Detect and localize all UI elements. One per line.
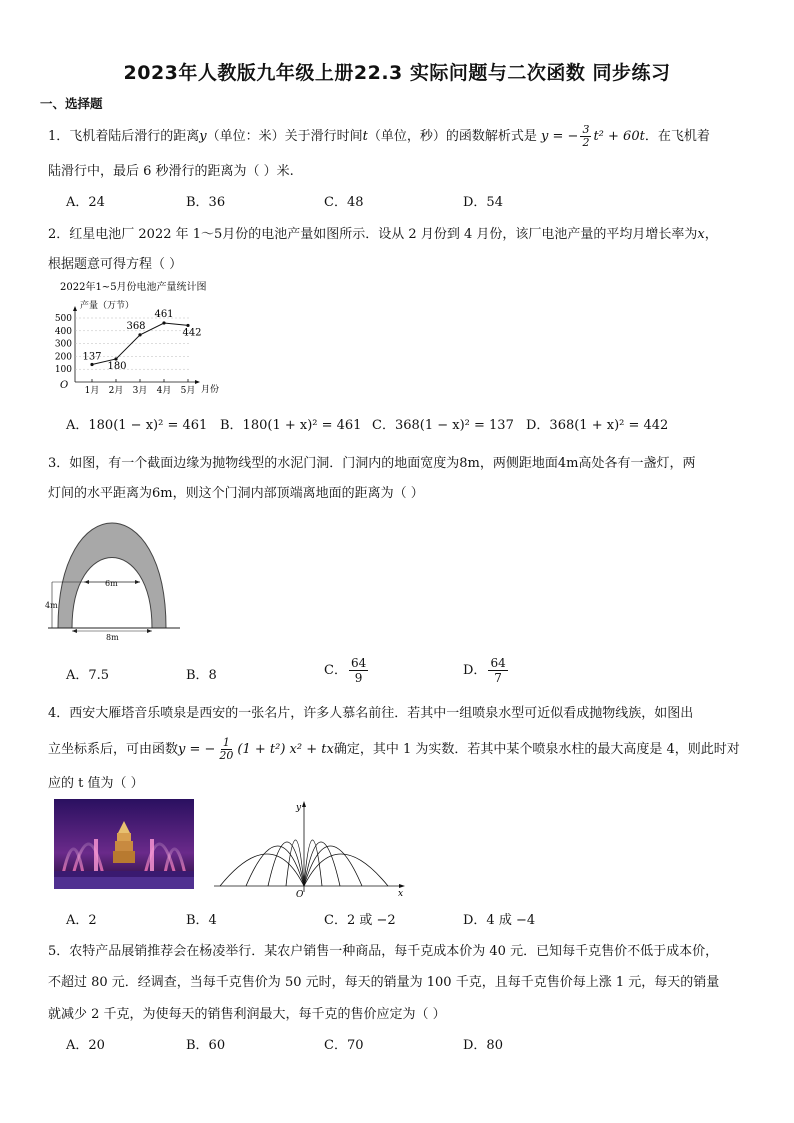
y-tick-label: 300: [54, 339, 72, 350]
q2-option-c[interactable]: C．368(1 − x)² = 137: [372, 418, 514, 433]
q4-option-c[interactable]: C．2 或 −2: [324, 913, 396, 928]
data-label: 137: [82, 351, 102, 363]
q5-option-c[interactable]: C．70: [324, 1038, 364, 1053]
arch-gate-figure: [44, 510, 184, 645]
x-tick-label: 5月: [180, 386, 196, 396]
q4-formula: y = − $\frac{1}{20}$ (1 + t²) x² + tx: [178, 736, 334, 762]
chart-title: 2022年1~5月份电池产量统计图: [60, 282, 207, 293]
lamp-gap-label: 6m: [105, 579, 118, 588]
y-tick-label: 100: [54, 365, 72, 376]
x-axis-arrow: [399, 884, 405, 888]
x-tick-label: 2月: [108, 386, 124, 396]
width-arrow-right: [147, 629, 152, 633]
x-tick-label: 1月: [84, 386, 100, 396]
lamp-gap-arrow-right: [135, 580, 140, 584]
q4-option-d[interactable]: D．4 成 −4: [463, 913, 536, 928]
q1-line2: 陆滑行中，最后 6 秒滑行的距离为（ ）米.: [48, 164, 294, 179]
page-title: 2023年人教版九年级上册22.3 实际问题与二次函数 同步练习: [123, 62, 671, 84]
chart-xlabel: 月份: [201, 385, 220, 395]
origin-label: O: [296, 890, 304, 900]
q4-line1: 4．西安大雁塔音乐喷泉是西安的一张名片，许多人慕名前往．若其中一组喷泉水型可近似看成抛物线族，如图出: [48, 706, 694, 721]
x-tick-label: 4月: [156, 386, 172, 396]
width-label: 8m: [106, 633, 119, 642]
curve-right-1: [304, 854, 388, 886]
width-arrow-left: [72, 629, 77, 633]
chart-ylabel: 产量（万节）: [80, 301, 135, 311]
lamp-gap-arrow-left: [84, 580, 89, 584]
q3-option-a[interactable]: A．7.5: [66, 668, 110, 683]
data-label: 442: [182, 327, 202, 339]
q1-formula: y = − $\frac{3}{2}$ t² + 60t: [541, 123, 645, 149]
y-axis-label: y: [296, 803, 302, 813]
fountain-photo-image: [54, 799, 194, 889]
q1-option-a[interactable]: A．24: [66, 195, 105, 210]
q1-line1: 1．飞机着陆后滑行的距离y（单位：米）关于滑行时间t（单位，秒）的函数解析式是 y = − $\frac{3}{2}$ t² + 60t．在飞机着: [48, 123, 710, 149]
q2-option-a[interactable]: A．180(1 − x)² = 461: [66, 418, 208, 433]
q5-option-b[interactable]: B．60: [186, 1038, 226, 1053]
q3-option-d[interactable]: D． $\frac{64}{7}$: [463, 656, 506, 685]
data-point: [90, 363, 93, 366]
q1-option-d[interactable]: D．54: [463, 195, 503, 210]
data-point: [162, 321, 165, 324]
data-label: 461: [154, 308, 174, 320]
y-axis-arrow: [73, 306, 77, 311]
q5-option-d[interactable]: D．80: [463, 1038, 503, 1053]
chart-origin: O: [60, 380, 69, 391]
battery-production-chart: [50, 278, 240, 398]
data-point: [138, 333, 141, 336]
q4-option-a[interactable]: A．2: [66, 913, 97, 928]
q2-line2: 根据题意可得方程（ ）: [48, 257, 183, 272]
x-axis-label: x: [398, 889, 404, 899]
q5-option-a[interactable]: A．20: [66, 1038, 105, 1053]
curve-left-3: [268, 842, 304, 886]
fountain-photo: [54, 799, 194, 889]
q4-option-b[interactable]: B．4: [186, 913, 217, 928]
q1-option-b[interactable]: B．36: [186, 195, 226, 210]
q1-option-c[interactable]: C．48: [324, 195, 364, 210]
q4-line3: 应的 t 值为（ ）: [48, 776, 144, 791]
q5-line2: 不超过 80 元．经调查，当每千克售价为 50 元时，每天的销量为 100 千克，且每千克售价每上涨 1 元，每天的销量: [48, 975, 720, 990]
height-label: 4m: [45, 601, 58, 610]
q3-line2: 灯间的水平距离为6m，则这个门洞内部顶端离地面的距离为（ ）: [48, 486, 424, 501]
x-axis-arrow: [195, 380, 200, 384]
q4-line2: 立坐标系后，可由函数y = − $\frac{1}{20}$ (1 + t²) x² + tx确定，其中 1 为实数．若其中某个喷泉水柱的最大高度是 4，则此时对: [48, 736, 740, 762]
q2-option-b[interactable]: B．180(1 + x)² = 461: [220, 418, 362, 433]
data-label: 368: [126, 320, 146, 332]
x-tick-label: 3月: [132, 386, 148, 396]
y-axis-arrow: [302, 801, 306, 807]
y-tick-label: 500: [54, 314, 72, 324]
y-tick-label: 400: [54, 326, 72, 337]
q5-line3: 就减少 2 千克，为使每天的销售利润最大，每千克的售价应定为（ ）: [48, 1007, 446, 1022]
q3-option-c[interactable]: C． $\frac{64}{9}$: [324, 656, 367, 685]
q5-line1: 5．农特产品展销推荐会在杨凌举行．某农户销售一种商品，每千克成本价为 40 元．已知每千克售价不低于成本价，: [48, 944, 719, 959]
q3-line1: 3．如图，有一个截面边缘为抛物线型的水泥门洞．门洞内的地面宽度为8m，两侧距地面4m高处各有一盏灯，两: [48, 456, 696, 471]
q3-option-b[interactable]: B．8: [186, 668, 217, 683]
q2-option-d[interactable]: D．368(1 + x)² = 442: [526, 418, 669, 433]
q2-line1: 2．红星电池厂 2022 年 1～5月份的电池产量如图所示．设从 2 月份到 4 月份，该厂电池产量的平均月增长率为x，: [48, 227, 718, 242]
section-heading: 一、选择题: [40, 96, 103, 111]
arch-shape: [58, 523, 166, 628]
parabola-family-figure: [210, 800, 410, 900]
y-tick-label: 200: [54, 352, 72, 363]
data-label: 180: [107, 360, 127, 372]
curve-right-3: [304, 842, 340, 886]
curve-left-1: [220, 854, 304, 886]
